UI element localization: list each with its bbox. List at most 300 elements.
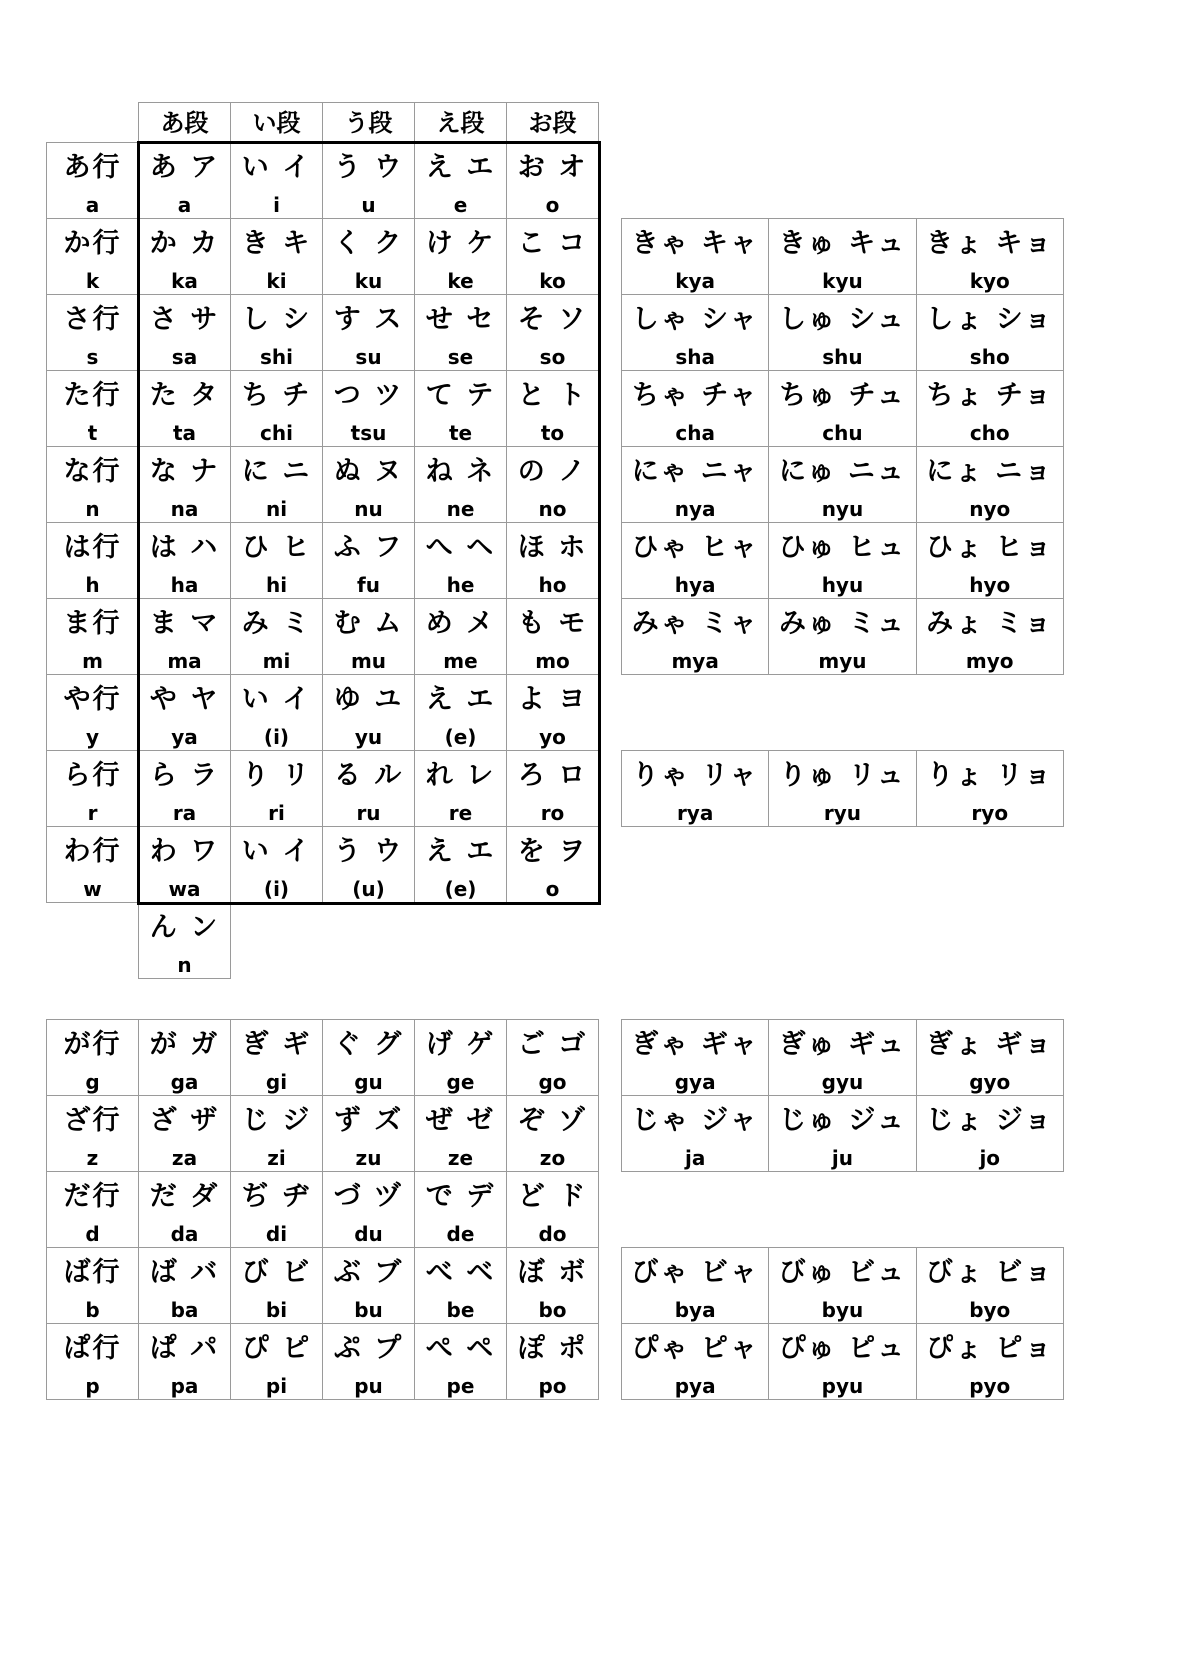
kana-text: りゃ リャ bbox=[631, 760, 759, 791]
kana-cell bbox=[414, 826, 507, 903]
kana-text: せ セ bbox=[425, 304, 496, 335]
kana-text: びゅ ビュ bbox=[778, 1257, 907, 1288]
romaji-text: byu bbox=[821, 1298, 864, 1322]
kana-text: しょ ショ bbox=[926, 304, 1054, 335]
romaji-text: z bbox=[86, 1146, 99, 1170]
romaji-text: hya bbox=[674, 573, 716, 597]
kana-cell bbox=[230, 294, 323, 371]
row-label bbox=[46, 1247, 139, 1324]
kana-text: きゅ キュ bbox=[778, 228, 907, 259]
kana-cell bbox=[506, 218, 599, 295]
romaji-text: go bbox=[538, 1070, 567, 1094]
kana-cell bbox=[230, 1019, 323, 1096]
row-label bbox=[46, 142, 139, 219]
romaji-text: kyu bbox=[822, 269, 863, 293]
romaji-text: pyu bbox=[821, 1374, 864, 1398]
kana-text: に ニ bbox=[241, 456, 312, 487]
kana-text: ぐ グ bbox=[333, 1029, 404, 1060]
romaji-text: do bbox=[538, 1222, 567, 1246]
youon-cell bbox=[916, 218, 1064, 295]
kana-text: と ト bbox=[517, 380, 588, 411]
kana-text: ど ド bbox=[517, 1181, 588, 1212]
column-header: あ段 bbox=[138, 102, 231, 142]
romaji-text: ni bbox=[265, 497, 288, 521]
youon-cell bbox=[621, 218, 769, 295]
kana-text: づ ヅ bbox=[333, 1181, 404, 1212]
romaji-text: de bbox=[446, 1222, 475, 1246]
kana-text: ぱ パ bbox=[149, 1333, 220, 1364]
youon-cell bbox=[768, 598, 916, 675]
kana-text: ざ行 bbox=[63, 1105, 122, 1136]
romaji-text: ta bbox=[172, 421, 197, 445]
romaji-text: gya bbox=[674, 1070, 716, 1094]
kana-text: みょ ミョ bbox=[926, 608, 1054, 639]
kana-text: ちょ チョ bbox=[926, 380, 1054, 411]
kana-text: りゅ リュ bbox=[779, 760, 906, 791]
row-label bbox=[46, 370, 139, 447]
romaji-text: pu bbox=[354, 1374, 383, 1398]
kana-text: だ ダ bbox=[149, 1181, 220, 1212]
romaji-text: nyu bbox=[821, 497, 864, 521]
kana-text: や ヤ bbox=[149, 684, 220, 715]
kana-text: ら ラ bbox=[149, 760, 220, 791]
romaji-text: du bbox=[354, 1222, 383, 1246]
row-label bbox=[46, 1171, 139, 1248]
kana-cell bbox=[322, 142, 415, 219]
row-label bbox=[46, 1095, 139, 1172]
kana-text: ぜ ゼ bbox=[425, 1105, 496, 1136]
romaji-text: myo bbox=[965, 649, 1014, 673]
kana-cell bbox=[322, 294, 415, 371]
kana-cell bbox=[230, 674, 323, 751]
romaji-text: ryu bbox=[823, 801, 862, 825]
kana-text: く ク bbox=[333, 228, 404, 259]
romaji-text: zu bbox=[355, 1146, 382, 1170]
kana-cell bbox=[322, 1095, 415, 1172]
kana-cell bbox=[506, 522, 599, 599]
romaji-text: ki bbox=[266, 269, 287, 293]
kana-cell bbox=[506, 142, 599, 219]
romaji-text: (e) bbox=[444, 877, 477, 901]
kana-cell bbox=[230, 218, 323, 295]
kana-cell bbox=[138, 674, 231, 751]
kana-cell bbox=[506, 370, 599, 447]
kana-cell bbox=[414, 1247, 507, 1324]
kana-text: ね ネ bbox=[425, 456, 496, 487]
kana-cell bbox=[506, 826, 599, 903]
kana-cell bbox=[138, 598, 231, 675]
romaji-text: ze bbox=[447, 1146, 474, 1170]
youon-cell bbox=[768, 1019, 916, 1096]
kana-text: へ ヘ bbox=[425, 532, 496, 563]
kana-cell bbox=[322, 1247, 415, 1324]
kana-text: きょ キョ bbox=[926, 228, 1054, 259]
row-label bbox=[46, 674, 139, 751]
romaji-text: yu bbox=[354, 725, 383, 749]
kana-cell bbox=[322, 370, 415, 447]
romaji-text: nu bbox=[354, 497, 383, 521]
kana-text: け ケ bbox=[425, 228, 496, 259]
kana-text: びゃ ビャ bbox=[631, 1257, 759, 1288]
kana-text: ず ズ bbox=[333, 1105, 404, 1136]
kana-text: る ル bbox=[333, 760, 404, 791]
row-label bbox=[46, 826, 139, 903]
column-header: お段 bbox=[506, 102, 599, 142]
romaji-text: (i) bbox=[263, 877, 290, 901]
kana-cell bbox=[322, 1019, 415, 1096]
youon-cell bbox=[916, 294, 1064, 371]
kana-text: の ノ bbox=[517, 456, 588, 487]
kana-text: だ行 bbox=[63, 1181, 122, 1212]
youon-cell bbox=[768, 522, 916, 599]
column-header: え段 bbox=[414, 102, 507, 142]
romaji-text: ri bbox=[268, 801, 285, 825]
kana-text: も モ bbox=[517, 608, 588, 639]
romaji-text: hyu bbox=[821, 573, 864, 597]
youon-cell bbox=[916, 446, 1064, 523]
romaji-text: d bbox=[85, 1222, 100, 1246]
kana-cell bbox=[506, 446, 599, 523]
youon-cell bbox=[916, 522, 1064, 599]
kana-cell bbox=[322, 826, 415, 903]
romaji-text: myu bbox=[818, 649, 867, 673]
kana-text: ぎゃ ギャ bbox=[631, 1029, 759, 1060]
kana-cell bbox=[138, 1247, 231, 1324]
kana-cell bbox=[414, 142, 507, 219]
kana-text: りょ リョ bbox=[926, 760, 1054, 791]
kana-text: り リ bbox=[241, 760, 312, 791]
romaji-text: (e) bbox=[444, 725, 477, 749]
kana-cell bbox=[506, 674, 599, 751]
romaji-text: bu bbox=[354, 1298, 383, 1322]
romaji-text: gyu bbox=[821, 1070, 864, 1094]
kana-cell bbox=[322, 674, 415, 751]
romaji-text: ryo bbox=[971, 801, 1009, 825]
kana-text: ぢ ヂ bbox=[241, 1181, 312, 1212]
kana-text: し シ bbox=[241, 304, 312, 335]
kana-cell bbox=[138, 1095, 231, 1172]
kana-text: ま マ bbox=[149, 608, 220, 639]
kana-text: ちゅ チュ bbox=[779, 380, 906, 411]
kana-cell bbox=[414, 674, 507, 751]
romaji-text: rya bbox=[676, 801, 714, 825]
kana-text: う ウ bbox=[333, 836, 404, 867]
romaji-text: mya bbox=[671, 649, 719, 673]
romaji-text: u bbox=[361, 193, 376, 217]
column-header: う段 bbox=[322, 102, 415, 142]
romaji-text: po bbox=[538, 1374, 567, 1398]
youon-cell bbox=[916, 370, 1064, 447]
kana-text: ぺ ペ bbox=[425, 1333, 496, 1364]
kana-text: じょ ジョ bbox=[926, 1105, 1054, 1136]
youon-cell bbox=[621, 370, 769, 447]
kana-text: お オ bbox=[517, 152, 588, 183]
kana-text: ふ フ bbox=[333, 532, 404, 563]
kana-cell bbox=[414, 1095, 507, 1172]
kana-cell bbox=[230, 598, 323, 675]
row-label bbox=[46, 294, 139, 371]
kana-text: ろ ロ bbox=[517, 760, 588, 791]
kana-text: ご ゴ bbox=[517, 1029, 588, 1060]
kana-cell bbox=[506, 294, 599, 371]
kana-text: ぴ ピ bbox=[241, 1333, 312, 1364]
kana-text: ぴょ ピョ bbox=[926, 1333, 1054, 1364]
romaji-text: ka bbox=[171, 269, 198, 293]
kana-text: ひょ ヒョ bbox=[926, 532, 1054, 563]
kana-text: びょ ビョ bbox=[926, 1257, 1054, 1288]
romaji-text: t bbox=[87, 421, 98, 445]
kana-text: ちゃ チャ bbox=[631, 380, 759, 411]
romaji-text: to bbox=[540, 421, 565, 445]
kana-text: ぎゅ ギュ bbox=[778, 1029, 907, 1060]
kana-text: い イ bbox=[241, 152, 312, 183]
romaji-text: gi bbox=[265, 1070, 288, 1094]
kana-cell bbox=[138, 522, 231, 599]
romaji-text: te bbox=[448, 421, 473, 445]
kana-cell bbox=[414, 598, 507, 675]
row-label bbox=[46, 446, 139, 523]
youon-cell bbox=[768, 750, 916, 827]
kana-text: す ス bbox=[333, 304, 404, 335]
romaji-text: e bbox=[453, 193, 468, 217]
kana-text: む ム bbox=[333, 608, 404, 639]
kana-cell bbox=[414, 1171, 507, 1248]
romaji-text: h bbox=[85, 573, 100, 597]
kana-text: みゃ ミャ bbox=[631, 608, 759, 639]
row-label bbox=[46, 1323, 139, 1400]
romaji-text: tsu bbox=[350, 421, 387, 445]
kana-text: ひゅ ヒュ bbox=[778, 532, 907, 563]
youon-cell bbox=[621, 1247, 769, 1324]
romaji-text: ku bbox=[354, 269, 383, 293]
kana-cell bbox=[414, 1019, 507, 1096]
kana-text: つ ツ bbox=[333, 380, 404, 411]
kana-cell bbox=[230, 1095, 323, 1172]
column-header: い段 bbox=[230, 102, 323, 142]
romaji-text: kyo bbox=[969, 269, 1010, 293]
kana-text: が ガ bbox=[149, 1029, 220, 1060]
kana-text: にゃ ニャ bbox=[631, 456, 759, 487]
kana-cell bbox=[322, 598, 415, 675]
kana-text: れ レ bbox=[425, 760, 496, 791]
kana-cell bbox=[138, 446, 231, 523]
kana-text: しゃ シャ bbox=[631, 304, 759, 335]
romaji-text: hyo bbox=[969, 573, 1011, 597]
kana-text: じゃ ジャ bbox=[631, 1105, 759, 1136]
kana-text: ひ ヒ bbox=[241, 532, 312, 563]
kana-text: べ ベ bbox=[425, 1257, 496, 1288]
kana-cell bbox=[138, 294, 231, 371]
romaji-text: m bbox=[82, 649, 103, 673]
romaji-text: fu bbox=[357, 573, 380, 597]
kana-cell bbox=[414, 750, 507, 827]
kana-text: あ ア bbox=[149, 152, 220, 183]
kana-cell bbox=[506, 1095, 599, 1172]
romaji-text: sa bbox=[171, 345, 198, 369]
romaji-text: wa bbox=[168, 877, 201, 901]
romaji-text: ja bbox=[684, 1146, 706, 1170]
romaji-text: shi bbox=[260, 345, 293, 369]
romaji-text: p bbox=[85, 1374, 100, 1398]
romaji-text: a bbox=[85, 193, 100, 217]
youon-cell bbox=[916, 1019, 1064, 1096]
youon-cell bbox=[916, 1247, 1064, 1324]
youon-cell bbox=[621, 446, 769, 523]
romaji-text: ko bbox=[539, 269, 566, 293]
kana-text: ば行 bbox=[63, 1257, 122, 1288]
kana-text: きゃ キャ bbox=[631, 228, 759, 259]
kana-cell bbox=[414, 446, 507, 523]
romaji-text: mo bbox=[535, 649, 570, 673]
romaji-text: ke bbox=[447, 269, 474, 293]
kana-cell bbox=[322, 218, 415, 295]
kana-text: た行 bbox=[63, 380, 122, 411]
romaji-text: re bbox=[448, 801, 473, 825]
youon-cell bbox=[916, 1095, 1064, 1172]
youon-cell bbox=[916, 1323, 1064, 1400]
kana-cell bbox=[322, 1323, 415, 1400]
youon-cell bbox=[621, 294, 769, 371]
kana-text: じゅ ジュ bbox=[779, 1105, 906, 1136]
romaji-text: n bbox=[177, 953, 192, 977]
kana-text: こ コ bbox=[517, 228, 588, 259]
kana-cell bbox=[506, 1019, 599, 1096]
kana-cell bbox=[138, 750, 231, 827]
kana-cell bbox=[230, 826, 323, 903]
kana-text: ぬ ヌ bbox=[333, 456, 404, 487]
kana-text: ぼ ボ bbox=[517, 1257, 588, 1288]
kana-text: き キ bbox=[241, 228, 312, 259]
romaji-text: ru bbox=[356, 801, 381, 825]
kana-cell bbox=[138, 1171, 231, 1248]
kana-cell bbox=[322, 446, 415, 523]
romaji-text: yo bbox=[539, 725, 566, 749]
kana-text: ん ン bbox=[149, 912, 220, 943]
romaji-text: da bbox=[170, 1222, 199, 1246]
romaji-text: ge bbox=[446, 1070, 475, 1094]
kana-text: ゆ ユ bbox=[333, 684, 404, 715]
romaji-text: cho bbox=[969, 421, 1010, 445]
row-label bbox=[46, 1019, 139, 1096]
kana-text: ば バ bbox=[149, 1257, 220, 1288]
kana-text: ぶ ブ bbox=[333, 1257, 404, 1288]
kana-text: さ サ bbox=[149, 304, 220, 335]
kana-text: ぷ プ bbox=[333, 1333, 404, 1364]
youon-cell bbox=[768, 218, 916, 295]
kana-text: め メ bbox=[425, 608, 496, 639]
kana-cell bbox=[414, 218, 507, 295]
romaji-text: ya bbox=[171, 725, 198, 749]
kana-cell bbox=[138, 142, 231, 219]
romaji-text: pya bbox=[674, 1374, 716, 1398]
romaji-text: bya bbox=[674, 1298, 716, 1322]
kana-text: そ ソ bbox=[517, 304, 588, 335]
romaji-text: cha bbox=[675, 421, 715, 445]
kana-text: え エ bbox=[425, 152, 496, 183]
youon-cell bbox=[916, 598, 1064, 675]
kana-text: わ行 bbox=[63, 836, 122, 867]
kana-text: や行 bbox=[63, 684, 122, 715]
romaji-text: no bbox=[538, 497, 567, 521]
kana-text: で デ bbox=[425, 1181, 496, 1212]
romaji-text: r bbox=[87, 801, 98, 825]
kana-text: い イ bbox=[241, 836, 312, 867]
kana-cell bbox=[322, 1171, 415, 1248]
romaji-text: chi bbox=[260, 421, 293, 445]
romaji-text: su bbox=[355, 345, 382, 369]
youon-cell bbox=[621, 1019, 769, 1096]
kana-text: げ ゲ bbox=[425, 1029, 496, 1060]
romaji-text: byo bbox=[969, 1298, 1011, 1322]
kana-text: え エ bbox=[425, 684, 496, 715]
kana-cell bbox=[138, 1019, 231, 1096]
romaji-text: me bbox=[443, 649, 478, 673]
kana-text: ら行 bbox=[63, 760, 122, 791]
romaji-text: o bbox=[545, 877, 560, 901]
romaji-text: he bbox=[446, 573, 475, 597]
kana-cell bbox=[322, 750, 415, 827]
row-label bbox=[46, 522, 139, 599]
row-label bbox=[46, 218, 139, 295]
romaji-text: mi bbox=[262, 649, 291, 673]
kana-cell bbox=[506, 1323, 599, 1400]
youon-cell bbox=[621, 1095, 769, 1172]
kana-text: ぱ行 bbox=[63, 1333, 122, 1364]
romaji-text: g bbox=[85, 1070, 100, 1094]
romaji-text: kya bbox=[675, 269, 716, 293]
youon-cell bbox=[768, 370, 916, 447]
kana-cell bbox=[230, 446, 323, 523]
kana-text: さ行 bbox=[63, 304, 122, 335]
romaji-text: ga bbox=[170, 1070, 199, 1094]
romaji-text: ha bbox=[170, 573, 199, 597]
kana-text: みゅ ミュ bbox=[779, 608, 906, 639]
romaji-text: pe bbox=[446, 1374, 475, 1398]
kana-text: ぴゃ ピャ bbox=[631, 1333, 759, 1364]
romaji-text: di bbox=[265, 1222, 288, 1246]
kana-cell bbox=[230, 1247, 323, 1324]
romaji-text: ne bbox=[446, 497, 475, 521]
youon-cell bbox=[768, 294, 916, 371]
kana-text: を ヲ bbox=[517, 836, 588, 867]
romaji-text: ro bbox=[540, 801, 565, 825]
romaji-text: (u) bbox=[352, 877, 385, 901]
row-label bbox=[46, 750, 139, 827]
romaji-text: ba bbox=[170, 1298, 199, 1322]
kana-text: あ行 bbox=[63, 152, 122, 183]
kana-text: が行 bbox=[63, 1029, 122, 1060]
kana-text: よ ヨ bbox=[517, 684, 588, 715]
romaji-text: pi bbox=[265, 1374, 288, 1398]
kana-text: ひゃ ヒャ bbox=[631, 532, 759, 563]
kana-text: た タ bbox=[149, 380, 220, 411]
youon-cell bbox=[768, 1323, 916, 1400]
kana-cell bbox=[138, 370, 231, 447]
kana-cell bbox=[414, 294, 507, 371]
romaji-text: chu bbox=[822, 421, 863, 445]
kana-text: にゅ ニュ bbox=[779, 456, 906, 487]
kana-text: ぎょ ギョ bbox=[926, 1029, 1054, 1060]
kana-cell bbox=[230, 1171, 323, 1248]
romaji-text: bi bbox=[265, 1298, 288, 1322]
romaji-text: nyo bbox=[969, 497, 1011, 521]
kana-text: う ウ bbox=[333, 152, 404, 183]
kana-cell bbox=[506, 750, 599, 827]
kana-cell bbox=[138, 1323, 231, 1400]
kana-cell bbox=[506, 1247, 599, 1324]
romaji-text: w bbox=[83, 877, 102, 901]
romaji-text: zo bbox=[539, 1146, 566, 1170]
